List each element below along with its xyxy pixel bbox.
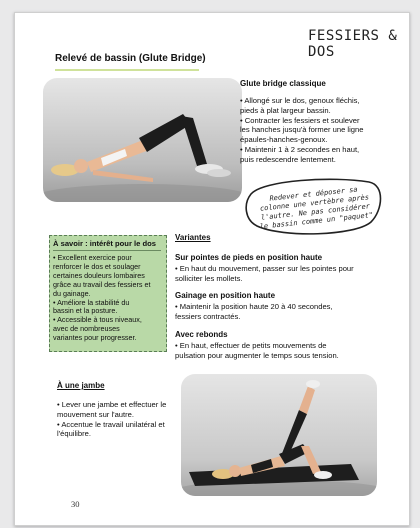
- classic-line: • Allongé sur le dos, genoux fléchis,: [240, 96, 360, 105]
- variants-title: Variantes: [175, 233, 211, 242]
- info-box-title: À savoir : intérêt pour le dos: [53, 239, 156, 248]
- classic-line: pieds à plat largeur bassin.: [240, 105, 331, 115]
- info-line: • Accessible à tous niveaux,: [53, 315, 142, 325]
- glute-bridge-photo: [43, 78, 242, 202]
- variant-line: fessiers contractés.: [175, 311, 241, 321]
- one-leg-line: • Lever une jambe et effectuer le: [57, 400, 167, 409]
- one-leg-line: • Accentue le travail unilatéral et: [57, 419, 165, 429]
- classic-line: • Maintenir 1 à 2 secondes en haut,: [240, 144, 360, 154]
- page-number: 30: [71, 499, 80, 509]
- info-line: variantes pour progresser.: [53, 333, 137, 343]
- one-leg-line: l'équilibre.: [57, 429, 91, 439]
- title-underline: [55, 69, 199, 71]
- page-header: FESSIERS & DOS: [308, 28, 398, 60]
- page: [14, 12, 410, 526]
- handwritten-note: [243, 176, 385, 236]
- info-line: avec de nombreuses: [53, 324, 120, 334]
- variant-text: [175, 302, 395, 322]
- classic-line: • Contracter les fessiers et soulever: [240, 115, 360, 125]
- info-line: grâce au travail des fessiers et: [53, 279, 151, 289]
- classic-line: les hanches jusqu'à former une ligne: [240, 125, 364, 135]
- variant-heading: Gainage en position haute: [175, 291, 276, 300]
- info-box-divider: [53, 250, 161, 251]
- info-line: certaines douleurs lombaires: [53, 270, 145, 280]
- one-leg-line: mouvement sur l'autre.: [57, 409, 134, 419]
- classic-line: épaules-hanches-genoux.: [240, 135, 328, 145]
- one-leg-title: À une jambe: [57, 381, 105, 390]
- variant-line: • En haut du mouvement, passer sur les pointes pour: [175, 264, 354, 273]
- classic-line: puis redescendre lentement.: [240, 154, 336, 164]
- info-line: bassin et la posture.: [53, 306, 118, 316]
- variant-line: pulsation pour augmenter le temps sous tension.: [175, 350, 339, 360]
- section-title: Relevé de bassin (Glute Bridge): [55, 53, 206, 64]
- note-text: Redever et déposer sa colonne une vertèbre après l'autre. Ne pas considérer le bassin comme un "paquet": [259, 185, 374, 231]
- variant-text: [175, 264, 395, 284]
- classic-title: Glute bridge classique: [240, 79, 326, 88]
- info-line: renforcer le dos et soulager: [53, 261, 141, 271]
- info-line: • Excellent exercice pour: [53, 253, 132, 262]
- variant-line: • En haut, effectuer de petits mouvements de: [175, 341, 327, 350]
- classic-text: [240, 96, 390, 165]
- variant-text: [175, 341, 397, 361]
- variant-line: • Maintenir la position haute 20 à 40 secondes,: [175, 302, 333, 311]
- variant-line: solliciter les mollets.: [175, 273, 243, 283]
- info-line: • Améliore la stabilité du: [53, 297, 130, 307]
- one-leg-text: [57, 400, 181, 439]
- info-box: [49, 235, 167, 352]
- variant-heading: Avec rebonds: [175, 330, 228, 339]
- info-line: du gainage.: [53, 288, 91, 298]
- single-leg-bridge-photo: [181, 374, 377, 496]
- info-box-body: [53, 254, 165, 343]
- variant-heading: Sur pointes de pieds en position haute: [175, 253, 323, 262]
